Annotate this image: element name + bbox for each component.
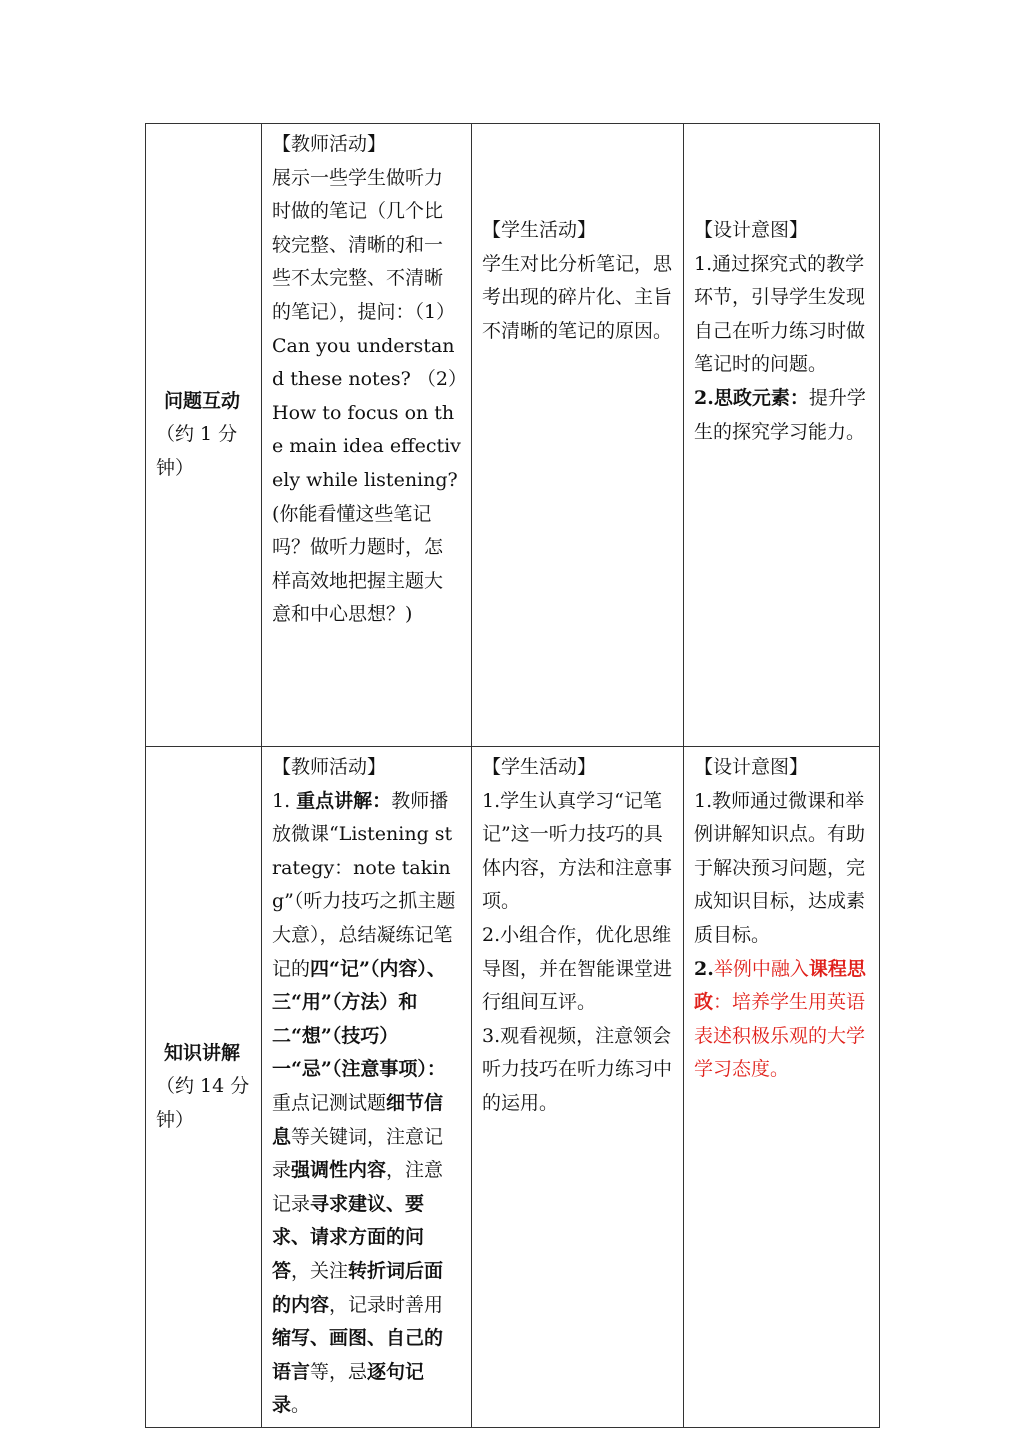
- text-segment: 举例中融入: [713, 957, 809, 980]
- table-row: [146, 747, 880, 1428]
- design-intent-cell: [684, 747, 880, 1428]
- design-intent-point: 1.通过探究式的教学环节，引导学生发现自己在听力练习时做笔记时的问题。: [694, 252, 866, 376]
- text-segment-bold: 细节信息: [272, 1091, 444, 1148]
- cell-heading: 【教师活动】: [272, 133, 387, 155]
- teacher-activity-cell: [262, 124, 472, 747]
- text-segment-bold: 四“记”（内容）、三“用”（方法）和二“想”（技巧）一“忌”（注意事项）：: [272, 957, 446, 1081]
- ideology-label: 2.思政元素：: [694, 386, 809, 409]
- stage-duration: （约 14 分钟）: [156, 1075, 250, 1131]
- text-segment: ，关注: [291, 1259, 349, 1282]
- student-activity-text: 学生对比分析笔记，思考出现的碎片化、主旨不清晰的笔记的原因。: [482, 252, 673, 342]
- cell-heading: 【教师活动】: [272, 756, 387, 778]
- stage-name: 知识讲解: [164, 1041, 241, 1064]
- text-segment-bold: 逐句记录: [272, 1360, 425, 1417]
- text-segment: ：培养学生用英语表述积极乐观的大学学习态度。: [694, 991, 866, 1081]
- student-activity-point: 3.观看视频，注意领会听力技巧在听力练习中的运用。: [482, 1024, 673, 1114]
- design-intent-point: [694, 382, 869, 449]
- design-intent-point: [694, 953, 869, 1087]
- stage-cell: [146, 124, 262, 747]
- text-segment: 等，忌: [310, 1360, 368, 1383]
- teacher-activity-text: [272, 785, 461, 1423]
- cell-heading: 【学生活动】: [482, 219, 597, 241]
- lesson-plan-table: [145, 123, 880, 1428]
- ideology-text: 提升学生的探究学习能力。: [694, 386, 866, 443]
- text-segment: 重点记测试题: [272, 1091, 387, 1114]
- student-activity-cell: [472, 124, 684, 747]
- text-segment: 。: [291, 1394, 311, 1417]
- text-segment-bold: 重点讲解：: [296, 789, 392, 812]
- teacher-activity-cell: [262, 747, 472, 1428]
- stage-duration: （约 1 分钟）: [156, 423, 238, 479]
- text-segment: 等关键词，注意记录: [272, 1125, 444, 1182]
- text-segment-bold: 转折词后面的内容: [272, 1259, 444, 1316]
- point-number: 2.: [694, 957, 714, 980]
- teacher-activity-text: 展示一些学生做听力时做的笔记（几个比较完整、清晰的和一些不太完整、不清晰的笔记），提问：（1）Can you understand these notes? （2）How to focus on the main idea effectively while listening? (你能看懂这些笔记吗？做听力题时，怎样高效地把握主题大意和中心思想？): [272, 166, 461, 626]
- course-ideology-label: 课程思政: [694, 957, 866, 1014]
- table-row: [146, 124, 880, 747]
- cell-heading: 【设计意图】: [694, 219, 809, 241]
- text-segment-bold: 缩写、画图、自己的语言: [272, 1327, 444, 1383]
- stage-cell: [146, 747, 262, 1428]
- design-intent-cell: [684, 124, 880, 747]
- student-activity-cell: [472, 747, 684, 1428]
- text-segment: ，注意记录: [272, 1159, 444, 1215]
- stage-name: 问题互动: [164, 389, 241, 412]
- student-activity-point: 1.学生认真学习“记笔记”这一听力技巧的具体内容，方法和注意事项。: [482, 789, 673, 913]
- cell-heading: 【设计意图】: [694, 756, 809, 778]
- text-segment-bold: 寻求建议、要求、请求方面的问答: [272, 1192, 425, 1282]
- cell-heading: 【学生活动】: [482, 756, 597, 778]
- design-intent-point: 1.教师通过微课和举例讲解知识点。有助于解决预习问题，完成知识目标，达成素质目标。: [694, 789, 866, 946]
- text-segment: 教师播放微课“Listening strategy：note taking”（听力技巧之抓主题大意），总结凝练记笔记的: [272, 789, 456, 980]
- text-segment: ，记录时善用: [329, 1293, 444, 1316]
- text-segment-bold: 强调性内容: [291, 1159, 387, 1182]
- text-segment: 1.: [272, 789, 297, 812]
- student-activity-point: 2.小组合作，优化思维导图，并在智能课堂进行组间互评。: [482, 923, 673, 1014]
